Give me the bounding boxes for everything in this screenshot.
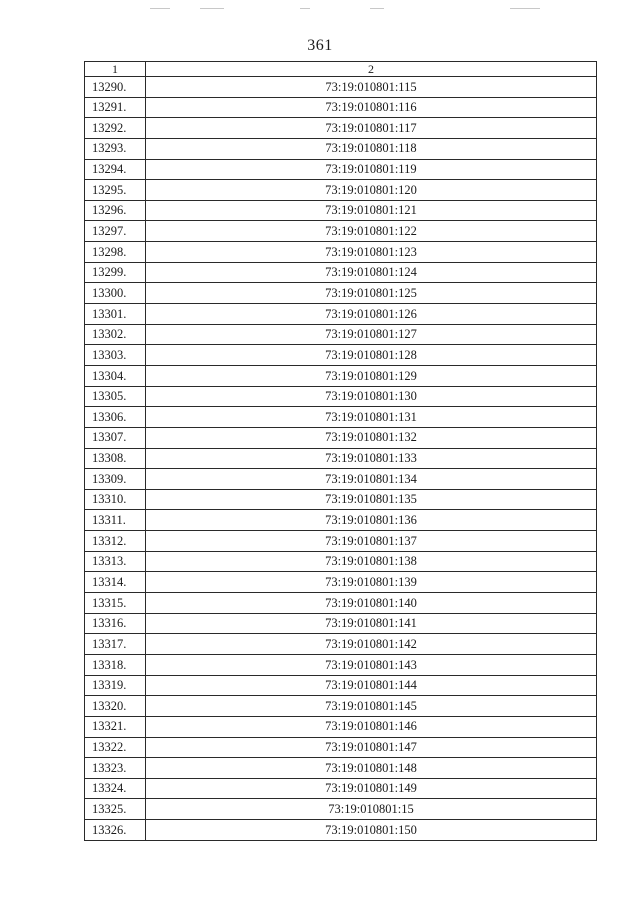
cadastral-number-cell: 73:19:010801:131 xyxy=(146,407,597,428)
cadastral-number-cell: 73:19:010801:130 xyxy=(146,386,597,407)
row-number-cell: 13316. xyxy=(85,613,146,634)
cadastral-number-cell: 73:19:010801:120 xyxy=(146,180,597,201)
cadastral-number-cell: 73:19:010801:148 xyxy=(146,758,597,779)
row-number-cell: 13295. xyxy=(85,180,146,201)
table-row xyxy=(85,386,597,407)
row-number-cell: 13319. xyxy=(85,675,146,696)
scan-artifact xyxy=(200,8,224,9)
table-row xyxy=(85,531,597,552)
cadastral-number-cell: 73:19:010801:134 xyxy=(146,469,597,490)
cadastral-number-cell: 73:19:010801:147 xyxy=(146,737,597,758)
row-number-cell: 13300. xyxy=(85,283,146,304)
table-row xyxy=(85,97,597,118)
row-number-cell: 13310. xyxy=(85,489,146,510)
table-row xyxy=(85,324,597,345)
row-number-cell: 13315. xyxy=(85,593,146,614)
cadastral-number-cell: 73:19:010801:146 xyxy=(146,716,597,737)
row-number-cell: 13321. xyxy=(85,716,146,737)
row-number-cell: 13324. xyxy=(85,778,146,799)
row-number-cell: 13301. xyxy=(85,304,146,325)
row-number-cell: 13291. xyxy=(85,97,146,118)
table-row xyxy=(85,345,597,366)
cadastral-number-cell: 73:19:010801:127 xyxy=(146,324,597,345)
page-number: 361 xyxy=(307,37,333,54)
cadastral-number-cell: 73:19:010801:135 xyxy=(146,489,597,510)
row-number-cell: 13314. xyxy=(85,572,146,593)
table-row xyxy=(85,242,597,263)
cadastral-number-cell: 73:19:010801:136 xyxy=(146,510,597,531)
row-number-cell: 13318. xyxy=(85,654,146,675)
row-number-cell: 13313. xyxy=(85,551,146,572)
table-row xyxy=(85,77,597,98)
cadastral-number-cell: 73:19:010801:142 xyxy=(146,634,597,655)
row-number-cell: 13306. xyxy=(85,407,146,428)
table-row xyxy=(85,159,597,180)
cadastral-number-table xyxy=(84,61,597,841)
table-header-row xyxy=(85,62,597,77)
table-row xyxy=(85,820,597,841)
table-row xyxy=(85,654,597,675)
cadastral-number-cell: 73:19:010801:133 xyxy=(146,448,597,469)
row-number-cell: 13294. xyxy=(85,159,146,180)
cadastral-number-cell: 73:19:010801:115 xyxy=(146,77,597,98)
cadastral-number-cell: 73:19:010801:145 xyxy=(146,696,597,717)
cadastral-number-cell: 73:19:010801:143 xyxy=(146,654,597,675)
table-row xyxy=(85,365,597,386)
table-row xyxy=(85,613,597,634)
column-header-index: 1 xyxy=(85,62,146,77)
cadastral-number-cell: 73:19:010801:132 xyxy=(146,427,597,448)
cadastral-number-cell: 73:19:010801:128 xyxy=(146,345,597,366)
row-number-cell: 13309. xyxy=(85,469,146,490)
cadastral-number-cell: 73:19:010801:139 xyxy=(146,572,597,593)
table-row xyxy=(85,799,597,820)
row-number-cell: 13304. xyxy=(85,365,146,386)
cadastral-number-cell: 73:19:010801:141 xyxy=(146,613,597,634)
cadastral-number-cell: 73:19:010801:138 xyxy=(146,551,597,572)
row-number-cell: 13296. xyxy=(85,200,146,221)
table-row xyxy=(85,778,597,799)
row-number-cell: 13307. xyxy=(85,427,146,448)
table-row xyxy=(85,118,597,139)
table-row xyxy=(85,407,597,428)
cadastral-number-cell: 73:19:010801:150 xyxy=(146,820,597,841)
scan-artifact xyxy=(150,8,170,9)
scan-artifact xyxy=(370,8,384,9)
table-body xyxy=(85,77,597,841)
table-row xyxy=(85,696,597,717)
table-row xyxy=(85,737,597,758)
row-number-cell: 13290. xyxy=(85,77,146,98)
table-row xyxy=(85,304,597,325)
column-header-cadastral: 2 xyxy=(146,62,597,77)
cadastral-number-cell: 73:19:010801:144 xyxy=(146,675,597,696)
table-row xyxy=(85,469,597,490)
table-row xyxy=(85,200,597,221)
row-number-cell: 13320. xyxy=(85,696,146,717)
cadastral-number-cell: 73:19:010801:123 xyxy=(146,242,597,263)
scan-artifact xyxy=(510,8,540,9)
row-number-cell: 13326. xyxy=(85,820,146,841)
row-number-cell: 13308. xyxy=(85,448,146,469)
cadastral-number-cell: 73:19:010801:125 xyxy=(146,283,597,304)
cadastral-number-cell: 73:19:010801:129 xyxy=(146,365,597,386)
row-number-cell: 13317. xyxy=(85,634,146,655)
row-number-cell: 13303. xyxy=(85,345,146,366)
table-row xyxy=(85,448,597,469)
table-row xyxy=(85,510,597,531)
row-number-cell: 13293. xyxy=(85,138,146,159)
table-row xyxy=(85,262,597,283)
table-row xyxy=(85,427,597,448)
cadastral-number-cell: 73:19:010801:122 xyxy=(146,221,597,242)
cadastral-number-cell: 73:19:010801:15 xyxy=(146,799,597,820)
scan-artifact xyxy=(300,8,310,9)
row-number-cell: 13325. xyxy=(85,799,146,820)
table-row xyxy=(85,551,597,572)
table-row xyxy=(85,221,597,242)
table-row xyxy=(85,572,597,593)
document-table-container xyxy=(84,61,596,841)
row-number-cell: 13302. xyxy=(85,324,146,345)
row-number-cell: 13298. xyxy=(85,242,146,263)
cadastral-number-cell: 73:19:010801:149 xyxy=(146,778,597,799)
table-row xyxy=(85,634,597,655)
cadastral-number-cell: 73:19:010801:137 xyxy=(146,531,597,552)
table-row xyxy=(85,716,597,737)
table-row xyxy=(85,283,597,304)
row-number-cell: 13292. xyxy=(85,118,146,139)
row-number-cell: 13312. xyxy=(85,531,146,552)
cadastral-number-cell: 73:19:010801:126 xyxy=(146,304,597,325)
cadastral-number-cell: 73:19:010801:121 xyxy=(146,200,597,221)
row-number-cell: 13299. xyxy=(85,262,146,283)
table-row xyxy=(85,489,597,510)
table-row xyxy=(85,675,597,696)
cadastral-number-cell: 73:19:010801:124 xyxy=(146,262,597,283)
row-number-cell: 13311. xyxy=(85,510,146,531)
row-number-cell: 13305. xyxy=(85,386,146,407)
table-row xyxy=(85,138,597,159)
row-number-cell: 13323. xyxy=(85,758,146,779)
row-number-cell: 13322. xyxy=(85,737,146,758)
table-row xyxy=(85,758,597,779)
cadastral-number-cell: 73:19:010801:119 xyxy=(146,159,597,180)
cadastral-number-cell: 73:19:010801:140 xyxy=(146,593,597,614)
table-row xyxy=(85,180,597,201)
row-number-cell: 13297. xyxy=(85,221,146,242)
cadastral-number-cell: 73:19:010801:117 xyxy=(146,118,597,139)
table-row xyxy=(85,593,597,614)
cadastral-number-cell: 73:19:010801:118 xyxy=(146,138,597,159)
cadastral-number-cell: 73:19:010801:116 xyxy=(146,97,597,118)
